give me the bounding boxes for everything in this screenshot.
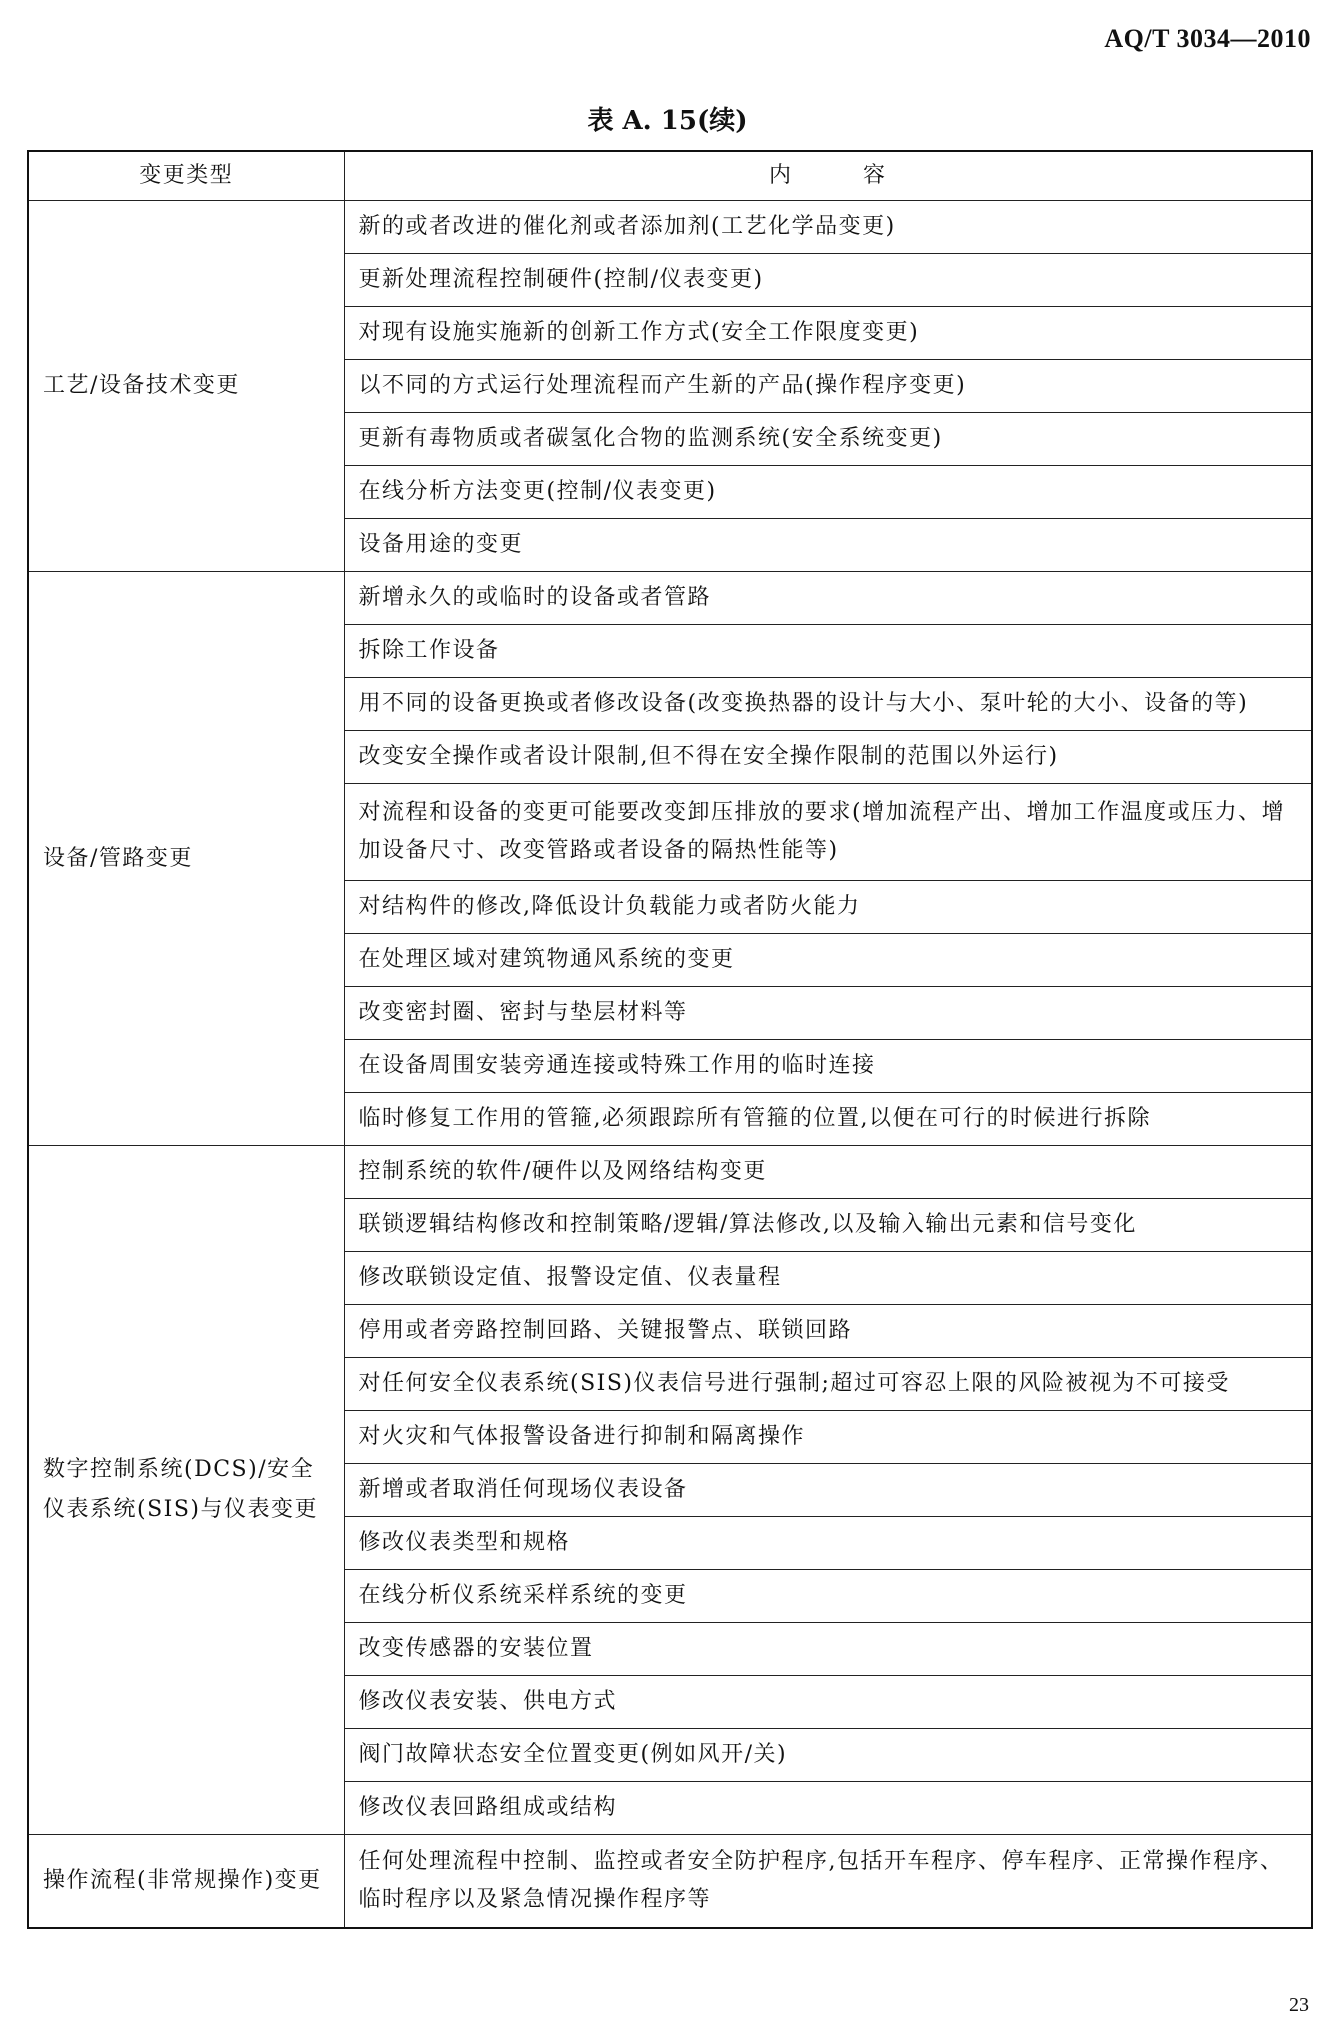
content-cell: 对现有设施实施新的创新工作方式(安全工作限度变更)	[344, 307, 1312, 360]
content-cell: 更新有毒物质或者碳氢化合物的监测系统(安全系统变更)	[344, 413, 1312, 466]
content-cell: 在设备周围安装旁通连接或特殊工作用的临时连接	[344, 1040, 1312, 1093]
column-header-content: 内 容	[344, 151, 1312, 201]
content-cell: 新的或者改进的催化剂或者添加剂(工艺化学品变更)	[344, 201, 1312, 254]
content-cell: 修改仪表安装、供电方式	[344, 1676, 1312, 1729]
content-cell: 临时修复工作用的管箍,必须跟踪所有管箍的位置,以便在可行的时候进行拆除	[344, 1093, 1312, 1146]
content-cell: 设备用途的变更	[344, 519, 1312, 572]
category-cell: 设备/管路变更	[28, 572, 344, 1146]
content-cell: 停用或者旁路控制回路、关键报警点、联锁回路	[344, 1305, 1312, 1358]
content-cell: 新增永久的或临时的设备或者管路	[344, 572, 1312, 625]
content-cell: 在线分析方法变更(控制/仪表变更)	[344, 466, 1312, 519]
category-cell: 数字控制系统(DCS)/安全仪表系统(SIS)与仪表变更	[28, 1146, 344, 1835]
content-cell: 联锁逻辑结构修改和控制策略/逻辑/算法修改,以及输入输出元素和信号变化	[344, 1199, 1312, 1252]
table-title: 表 A. 15(续)	[587, 106, 748, 136]
column-header-type: 变更类型	[28, 151, 344, 201]
content-cell: 修改仪表类型和规格	[344, 1517, 1312, 1570]
content-cell: 阀门故障状态安全位置变更(例如风开/关)	[344, 1729, 1312, 1782]
content-cell: 对流程和设备的变更可能要改变卸压排放的要求(增加流程产出、增加工作温度或压力、增加设备尺寸、改变管路或者设备的隔热性能等)	[344, 784, 1312, 881]
page-number: 23	[1289, 1994, 1309, 2016]
change-type-table	[27, 150, 1313, 1929]
table-header-row	[28, 151, 1312, 201]
content-cell: 修改联锁设定值、报警设定值、仪表量程	[344, 1252, 1312, 1305]
content-cell: 修改仪表回路组成或结构	[344, 1782, 1312, 1835]
content-cell: 用不同的设备更换或者修改设备(改变换热器的设计与大小、泵叶轮的大小、设备的等)	[344, 678, 1312, 731]
content-cell: 在处理区域对建筑物通风系统的变更	[344, 934, 1312, 987]
content-cell: 新增或者取消任何现场仪表设备	[344, 1464, 1312, 1517]
table-row	[28, 1146, 1312, 1199]
content-cell: 对火灾和气体报警设备进行抑制和隔离操作	[344, 1411, 1312, 1464]
content-cell: 改变传感器的安装位置	[344, 1623, 1312, 1676]
content-cell: 在线分析仪系统采样系统的变更	[344, 1570, 1312, 1623]
content-cell: 控制系统的软件/硬件以及网络结构变更	[344, 1146, 1312, 1199]
content-cell: 任何处理流程中控制、监控或者安全防护程序,包括开车程序、停车程序、正常操作程序、临时程序以及紧急情况操作程序等	[344, 1835, 1312, 1929]
category-cell: 操作流程(非常规操作)变更	[28, 1835, 344, 1929]
table-row	[28, 572, 1312, 625]
content-cell: 以不同的方式运行处理流程而产生新的产品(操作程序变更)	[344, 360, 1312, 413]
content-cell: 更新处理流程控制硬件(控制/仪表变更)	[344, 254, 1312, 307]
content-cell: 改变安全操作或者设计限制,但不得在安全操作限制的范围以外运行)	[344, 731, 1312, 784]
category-cell: 工艺/设备技术变更	[28, 201, 344, 572]
table-row	[28, 1835, 1312, 1929]
content-cell: 对任何安全仪表系统(SIS)仪表信号进行强制;超过可容忍上限的风险被视为不可接受	[344, 1358, 1312, 1411]
standard-code: AQ/T 3034—2010	[1104, 24, 1311, 53]
table-row	[28, 201, 1312, 254]
content-cell: 拆除工作设备	[344, 625, 1312, 678]
content-cell: 改变密封圈、密封与垫层材料等	[344, 987, 1312, 1040]
content-cell: 对结构件的修改,降低设计负载能力或者防火能力	[344, 881, 1312, 934]
